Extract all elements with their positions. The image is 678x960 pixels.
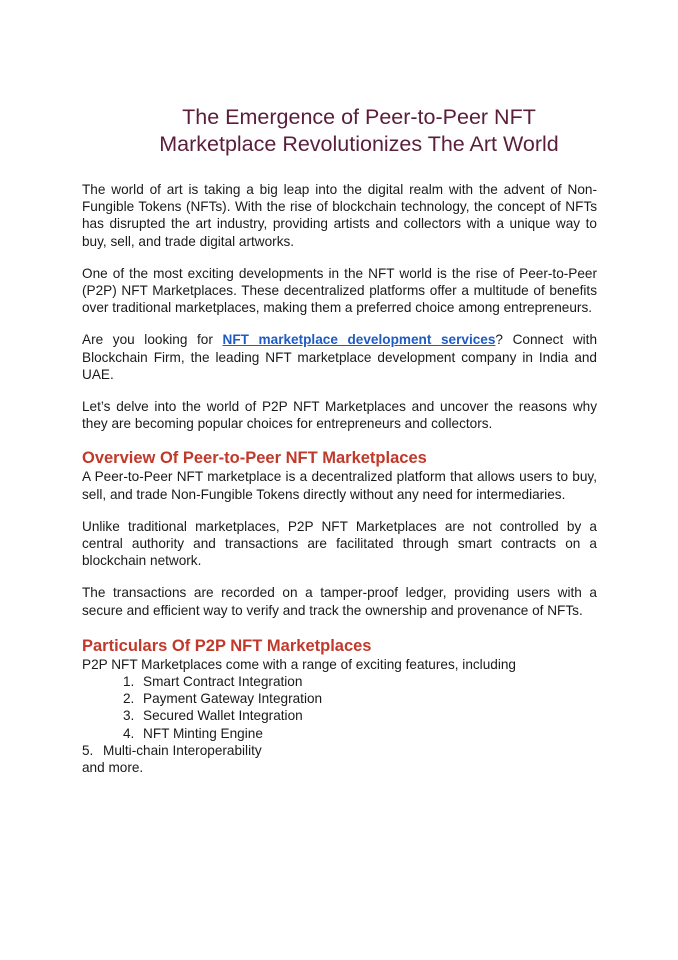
intro-p3-text-before: Are you looking for	[82, 332, 223, 348]
list-item	[123, 725, 597, 742]
particulars-intro: P2P NFT Marketplaces come with a range of exciting features, including	[82, 656, 516, 672]
list-item-label: Payment Gateway Integration	[143, 691, 323, 707]
list-item-number: 5.	[82, 742, 94, 758]
page-title-line-2: Marketplace Revolutionizes The Art World	[159, 132, 559, 156]
overview-paragraph-3: The transactions are recorded on a tamper-proof ledger, providing users with a secure and efficient way to verify and track the ownership and provenance of NFTs.	[82, 585, 597, 618]
overview-paragraph-1: A Peer-to-Peer NFT marketplace is a decentralized platform that allows users to buy, sell, and trade Non-Fungible Tokens directly without any need for intermediaries.	[82, 469, 597, 502]
intro-paragraph-3	[82, 331, 597, 383]
intro-paragraph-1: The world of art is taking a big leap into the digital realm with the advent of Non-Fungible Tokens (NFTs). With the rise of blockchain technology, the concept of NFTs has disrupted the art industry, providing artists and collectors with a unique way to buy, sell, and trade digital artworks.	[82, 182, 597, 249]
overview-paragraph-2: Unlike traditional marketplaces, P2P NFT Marketplaces are not controlled by a central authority and transactions are facilitated through smart contracts on a blockchain network.	[82, 518, 597, 569]
page-title	[100, 104, 618, 158]
list-item-number: 3.	[123, 708, 135, 724]
list-item-number: 4.	[123, 725, 135, 741]
nft-development-services-link[interactable]: NFT marketplace development services	[222, 332, 496, 348]
overview-heading: Overview Of Peer-to-Peer NFT Marketplaces	[82, 449, 427, 468]
intro-paragraph-2: One of the most exciting developments in the NFT world is the rise of Peer-to-Peer (P2P) NFT Marketplaces. These decentralized platforms offer a multitude of benefits over traditional marketplaces, making them a preferred choice among entrepreneurs.	[82, 265, 597, 316]
list-item	[123, 690, 597, 707]
list-item-5	[82, 742, 597, 759]
list-item-number: 1.	[123, 674, 135, 690]
list-item-label: Smart Contract Integration	[143, 674, 303, 690]
list-item-label: Multi-chain Interoperability	[103, 742, 262, 758]
list-item	[123, 707, 597, 724]
list-item-label: Secured Wallet Integration	[143, 708, 303, 724]
list-item	[123, 673, 597, 690]
intro-p3-text-after: ? Connect with Blockchain Firm, the leading NFT marketplace development company in India and UAE.	[82, 332, 598, 382]
list-item-label: NFT Minting Engine	[143, 725, 263, 741]
particulars-outro: and more.	[82, 760, 144, 776]
page-title-line-1: The Emergence of Peer-to-Peer NFT	[182, 105, 536, 129]
feature-list	[82, 673, 597, 742]
intro-paragraph-4: Let’s delve into the world of P2P NFT Marketplaces and uncover the reasons why they are becoming popular choices for entrepreneurs and collectors.	[82, 399, 597, 432]
particulars-heading: Particulars Of P2P NFT Marketplaces	[82, 636, 372, 655]
list-item-number: 2.	[123, 691, 135, 707]
document-body	[82, 181, 597, 776]
